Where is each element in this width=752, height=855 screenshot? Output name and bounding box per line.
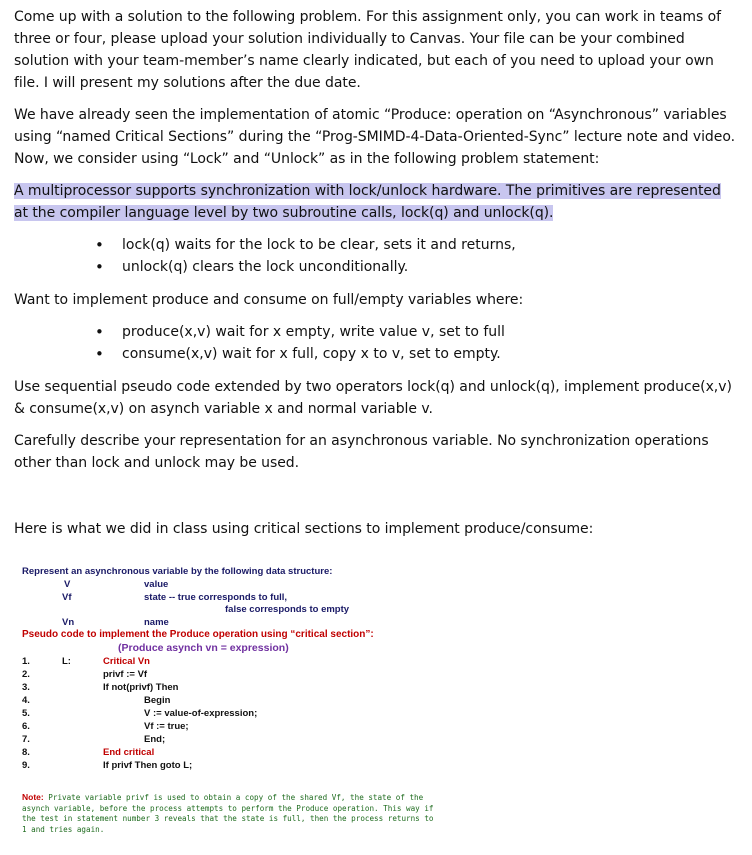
line-number: 1. [22, 656, 30, 667]
context-paragraph: We have already seen the implementation of atomic “Produce: operation on “Asynchronous” variables using “named Critical Sections” during the “Prog-SMIMD-4-Data-Oriented-Sync” lecture note and video. Now, we consider using “Lock” and “Unlock” as in the following problem statement: [14, 107, 736, 167]
label-L: L: [62, 656, 71, 667]
spacer [14, 484, 736, 518]
list-item: • produce(x,v) wait for x empty, write value v, set to full [122, 321, 736, 343]
class-example-intro: Here is what we did in class using critical sections to implement produce/consume: [14, 521, 594, 537]
line-number: 6. [22, 721, 30, 732]
representation-title: Represent an asynchronous variable by the following data structure: [22, 566, 333, 577]
note-label: Note: [22, 792, 44, 802]
code-line: If not(privf) Then [103, 682, 179, 693]
problem-statement-paragraph [14, 180, 736, 224]
line-number: 9. [22, 760, 30, 771]
v-label: V [64, 579, 71, 590]
vf-label: Vf [62, 592, 72, 603]
code-line: Critical Vn [103, 656, 150, 667]
v-description: value [144, 579, 169, 590]
vn-label: Vn [62, 617, 75, 628]
list-item: • lock(q) waits for the lock to be clear, sets it and returns, [122, 234, 736, 256]
vf-description-2: false corresponds to empty [225, 604, 350, 615]
line-number: 5. [22, 708, 30, 719]
list-item: • unlock(q) clears the lock unconditionally. [122, 256, 736, 278]
note-text: Private variable privf is used to obtain a copy of the shared Vf, the state of the asynch variable, before the process attempts to perform the Produce operation. This way if the test in statement number 3 reveals that the state is full, then the process returns to 1 and tries again. [22, 793, 434, 834]
representation-paragraph: Carefully describe your representation for an asynchronous variable. No synchronization operations other than lock and unlock may be used. [14, 433, 709, 471]
line-number: 3. [22, 682, 30, 693]
produce-header: (Produce asynch vn = expression) [118, 642, 289, 654]
figure-note [22, 792, 442, 835]
highlighted-problem-statement: A multiprocessor supports synchronization with lock/unlock hardware. The primitives are represented at the compiler language level by two subroutine calls, lock(q) and unlock(q). [14, 183, 721, 221]
list-item: • consume(x,v) wait for x full, copy x to v, set to empty. [122, 343, 736, 365]
line-number: 7. [22, 734, 30, 745]
code-line: If privf Then goto L; [103, 760, 193, 771]
code-line: Vf := true; [144, 721, 189, 732]
code-line: V := value-of-expression; [144, 708, 258, 719]
pseudo-code-title: Pseudo code to implement the Produce operation using “critical section”: [22, 629, 374, 640]
code-line: Begin [144, 695, 171, 706]
produce-consume-list [14, 321, 736, 365]
line-number: 2. [22, 669, 30, 680]
produce-consume-intro: Want to implement produce and consume on full/empty variables where: [14, 292, 524, 308]
vn-description: name [144, 617, 169, 628]
document-body [14, 6, 736, 550]
code-line: privf := Vf [103, 669, 148, 680]
instructions-paragraph: Come up with a solution to the following problem. For this assignment only, you can work in teams of three or four, please upload your solution individually to Canvas. Your file can be your combined solution with your team-member’s name clearly indicated, but each of you need to upload your own file. I will present my solutions after the due date. [14, 9, 722, 91]
lock-primitives-list [14, 234, 736, 278]
code-line: End; [144, 734, 166, 745]
code-line: End critical [103, 747, 155, 758]
line-number: 8. [22, 747, 30, 758]
vf-description: state -- true corresponds to full, [144, 592, 288, 603]
line-number: 4. [22, 695, 30, 706]
task-paragraph: Use sequential pseudo code extended by two operators lock(q) and unlock(q), implement produce(x,v) & consume(x,v) on asynch variable x and normal variable v. [14, 379, 732, 417]
